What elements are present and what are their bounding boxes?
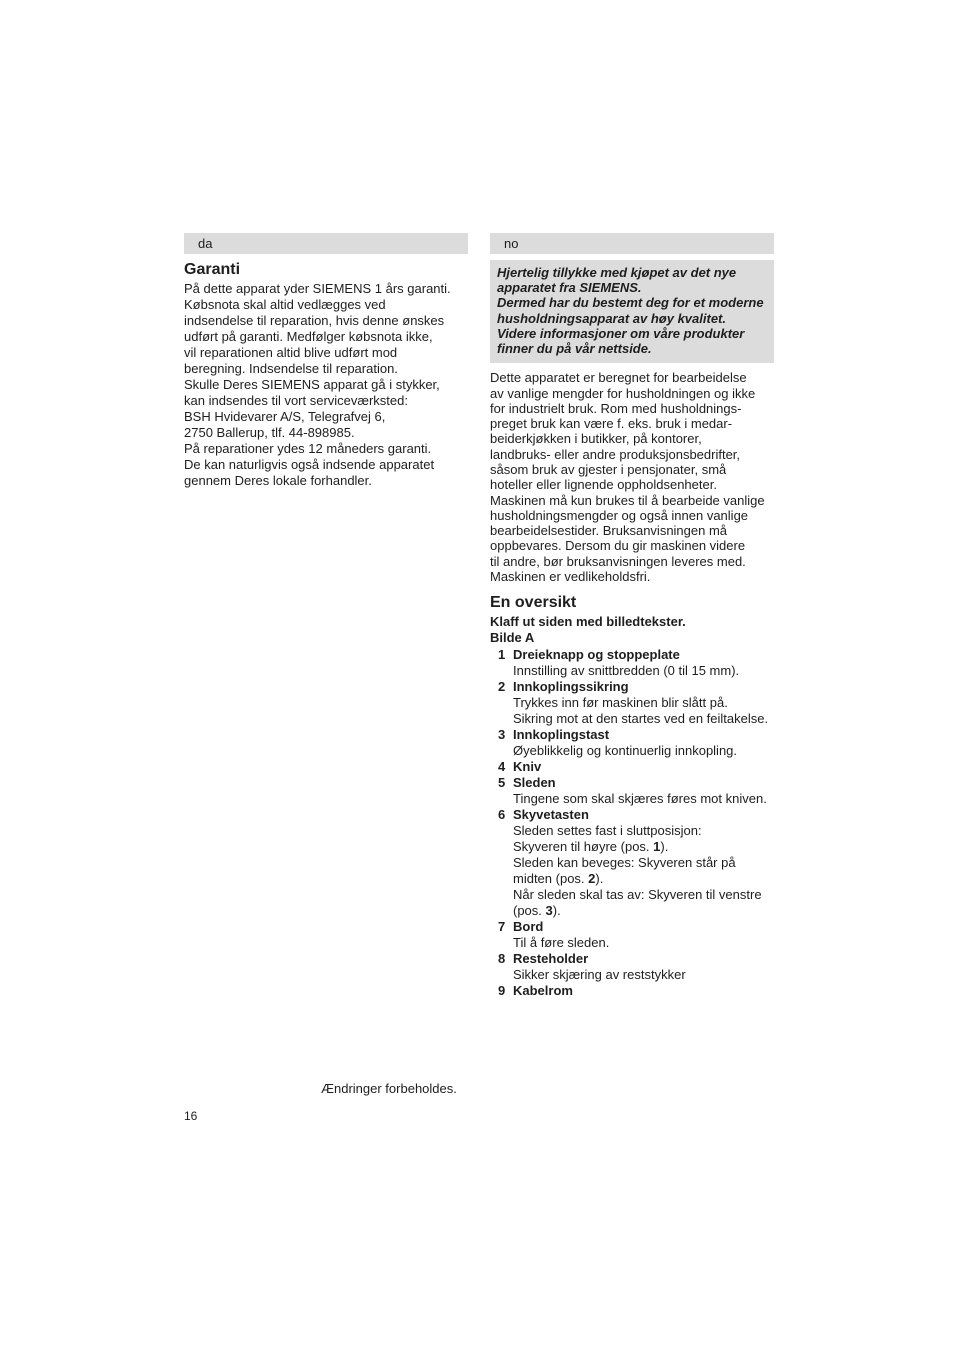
item-title: Kniv: [513, 759, 542, 775]
list-item: [490, 759, 774, 775]
item-title: Dreieknapp og stoppeplate: [513, 647, 680, 663]
item-description: Tingene som skal skjæres føres mot kniven.: [513, 791, 767, 807]
item-title: Innkoplingssikring: [513, 679, 629, 695]
text-part: Sleden kan beveges: Skyveren står på midten (pos.: [513, 855, 736, 887]
list-item: [490, 983, 774, 999]
item-number: 3: [498, 727, 506, 743]
item-title: Skyvetasten: [513, 807, 589, 823]
item-description: Øyeblikkelig og kontinuerlig innkopling.: [513, 743, 738, 759]
item-description: Til å føre sleden.: [513, 935, 610, 951]
column-norwegian: [490, 233, 774, 999]
list-item: [490, 951, 774, 983]
page-number: 16: [184, 1109, 198, 1123]
position-number: 3: [545, 903, 553, 919]
guarantee-heading: Garanti: [184, 261, 241, 278]
item-number: 7: [498, 919, 506, 935]
position-number: 1: [653, 839, 661, 855]
item-number: 4: [498, 759, 506, 775]
list-item: [490, 647, 774, 679]
text-part: Skyveren til høyre (pos.: [513, 839, 654, 855]
item-title: Kabelrom: [513, 983, 573, 999]
text-part: ).: [595, 871, 604, 887]
column-danish: [184, 233, 468, 489]
overview-section: [490, 593, 774, 999]
item-title: Resteholder: [513, 951, 589, 967]
guarantee-text: På dette apparat yder SIEMENS 1 års garanti. Købsnota skal altid vedlægges ved indsendelse til reparation, hvis denne ønskes udført på garanti. Medfølger købsnota ikke, vil reparationen altid blive udført mod beregning. Indsendelse til reparation. Skulle Deres SIEMENS apparat gå i stykker, kan indsendes til vort serviceværksted: BSH Hvidevarer A/S, Telegrafvej 6, 2750 Ballerup, tlf. 44-898985. På reparationer ydes 12 måneders garanti. De kan naturligvis også indsende apparatet gennem Deres lokale forhandler.: [184, 281, 451, 488]
list-item: [490, 679, 774, 727]
text-part: Når sleden skal tas av: Skyveren til venstre (pos.: [513, 887, 762, 919]
list-item: [490, 919, 774, 951]
item-description: Sikker skjæring av reststykker: [513, 967, 686, 983]
language-bar-da: [184, 233, 468, 254]
changes-reserved-note: Ændringer forbeholdes.: [321, 1081, 457, 1096]
item-number: 5: [498, 775, 506, 791]
slider-position-right: [513, 839, 774, 855]
item-title: Bord: [513, 919, 544, 935]
slider-position-left: [513, 887, 774, 919]
language-bar-no: [490, 233, 774, 254]
intro-box: Hjertelig tillykke med kjøpet av det nye apparatet fra SIEMENS. Dermed har du bestemt deg for et moderne husholdningsapparat av høy kvalitet. Videre informasjoner om våre produkter finner du på vår nettside.: [490, 260, 774, 363]
overview-heading: En oversikt: [490, 594, 577, 612]
text-part: ).: [660, 839, 669, 855]
item-title: Sleden: [513, 775, 556, 791]
usage-paragraph: Dette apparatet er beregnet for bearbeidelse av vanlige mengder for husholdningen og ikke for industrielt bruk. Rom med husholdnings- preget bruk kan være f. eks. bruk i medar- beiderkjøkken i butikker, på kontorer, landbruks- eller andre produksjonsbedrifter, såsom bruk av gjester i pensjonater, små hoteller eller lignende oppholdsenheter. Maskinen må kun brukes til å bearbeide vanlige husholdningsmengder og også innen vanlige bearbeidelsestider. Bruksanvisningen må oppbevares. Dersom du gir maskinen videre til andre, bør bruksanvisningen leveres med. Maskinen er vedlikeholdsfri.: [490, 370, 765, 585]
item-number: 8: [498, 951, 506, 967]
item-number: 6: [498, 807, 506, 823]
item-number: 2: [498, 679, 506, 695]
language-code: no: [504, 236, 519, 251]
slider-position-middle: [513, 855, 774, 887]
item-number: 1: [498, 647, 506, 663]
text-part: ).: [552, 903, 561, 919]
item-description: Trykkes inn før maskinen blir slått på. Sikring mot at den startes ved en feiltakelse.: [513, 695, 769, 727]
list-item: [490, 807, 774, 919]
figure-label: Bilde A: [490, 630, 535, 646]
list-item: [490, 727, 774, 759]
overview-instruction: Klaff ut siden med billedtekster.: [490, 614, 686, 630]
item-title: Innkoplingstast: [513, 727, 610, 743]
list-item: [490, 775, 774, 807]
parts-list: [490, 647, 774, 999]
position-number: 2: [588, 871, 596, 887]
item-description: Sleden settes fast i sluttposisjon:: [513, 823, 702, 839]
item-description: Innstilling av snittbredden (0 til 15 mm).: [513, 663, 740, 679]
language-code: da: [198, 236, 213, 251]
item-number: 9: [498, 983, 506, 999]
